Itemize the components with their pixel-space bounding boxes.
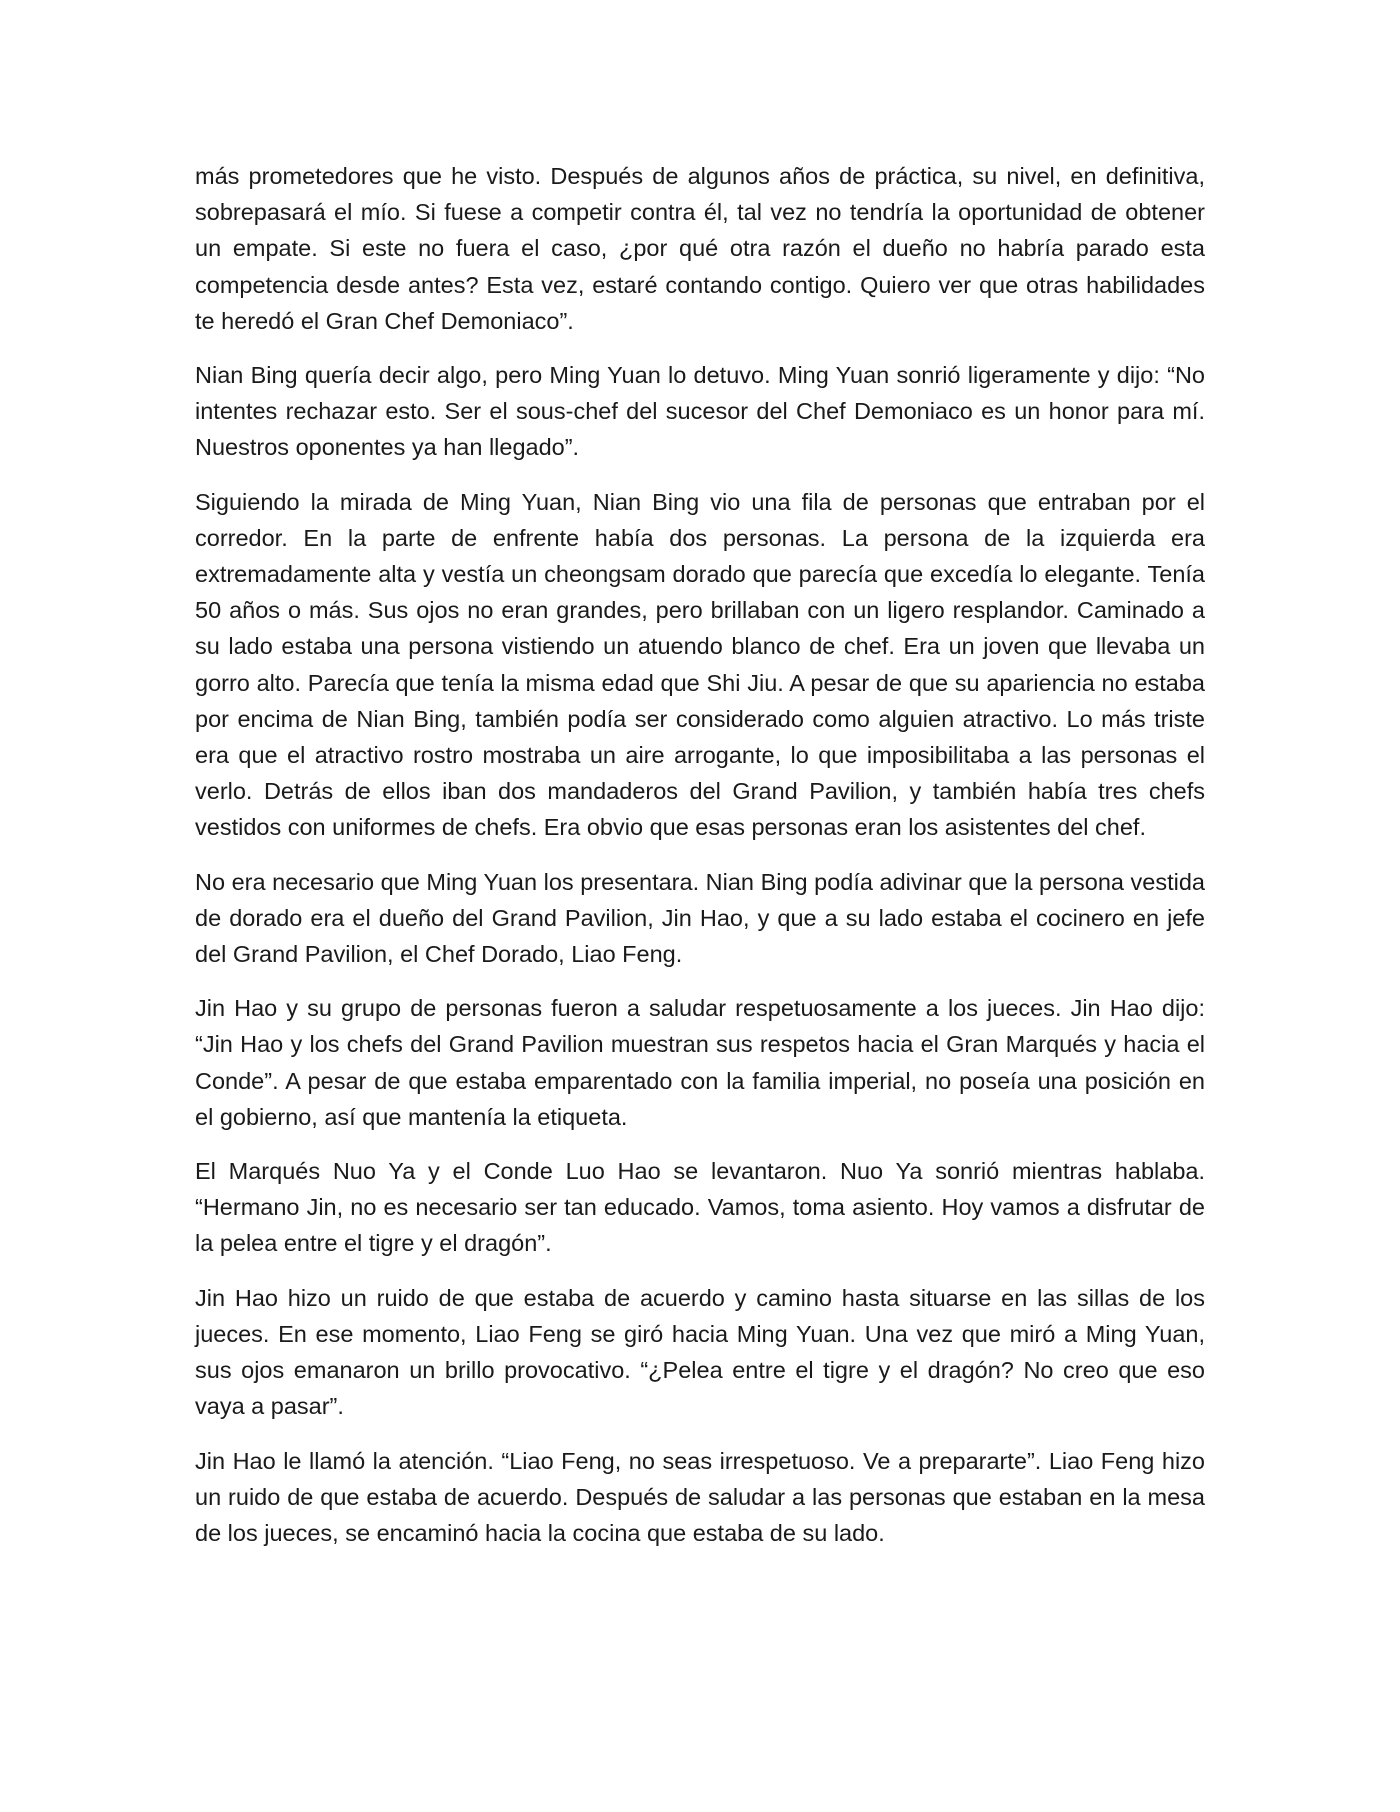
paragraph: Siguiendo la mirada de Ming Yuan, Nian Bing vio una fila de personas que entraban por el corredor. En la parte de enfrente había dos personas. La persona de la izquierda era extremadamente alta y vestía un cheongsam dorado que parecía que excedía lo elegante. Tenía 50 años o más. Sus ojos no eran grandes, pero brillaban con un ligero resplandor. Caminado a su lado estaba una persona vistiendo un atuendo blanco de chef. Era un joven que llevaba un gorro alto. Parecía que tenía la misma edad que Shi Jiu. A pesar de que su apariencia no estaba por encima de Nian Bing, también podía ser considerado como alguien atractivo. Lo más triste era que el atractivo rostro mostraba un aire arrogante, lo que imposibilitaba a las personas el verlo. Detrás de ellos iban dos mandaderos del Grand Pavilion, y también había tres chefs vestidos con uniformes de chefs. Era obvio que esas personas eran los asistentes del chef. [195, 488, 1205, 841]
paragraph: Jin Hao le llamó la atención. “Liao Feng, no seas irrespetuoso. Ve a prepararte”. Liao Feng hizo un ruido de que estaba de acuerdo. Después de saludar a las personas que estaban en la mesa de los jueces, se encaminó hacia la cocina que estaba de su lado. [195, 1447, 1205, 1546]
paragraph: más prometedores que he visto. Después de algunos años de práctica, su nivel, en definitiva, sobrepasará el mío. Si fuese a competir contra él, tal vez no tendría la oportunidad de obtener un empate. Si este no fuera el caso, ¿por qué otra razón el dueño no habría parado esta competencia desde antes? Esta vez, estaré contando contigo. Quiero ver que otras habilidades te heredó el Gran Chef Demoniaco”. [195, 163, 1205, 334]
paragraph: Jin Hao y su grupo de personas fueron a saludar respetuosamente a los jueces. Jin Hao dijo: “Jin Hao y los chefs del Grand Pavilion muestran sus respetos hacia el Gran Marqués y hacia el Conde”. A pesar de que estaba emparentado con la familia imperial, no poseía una posición en el gobierno, así que mantenía la etiqueta. [195, 995, 1205, 1130]
document-body [195, 158, 1205, 1569]
paragraph: El Marqués Nuo Ya y el Conde Luo Hao se levantaron. Nuo Ya sonrió mientras hablaba. “Hermano Jin, no es necesario ser tan educado. Vamos, toma asiento. Hoy vamos a disfrutar de la pelea entre el tigre y el dragón”. [195, 1158, 1205, 1257]
paragraph: Nian Bing quería decir algo, pero Ming Yuan lo detuvo. Ming Yuan sonrió ligeramente y dijo: “No intentes rechazar esto. Ser el sous-chef del sucesor del Chef Demoniaco es un honor para mí. Nuestros oponentes ya han llegado”. [195, 362, 1205, 461]
paragraph: Jin Hao hizo un ruido de que estaba de acuerdo y camino hasta situarse en las sillas de los jueces. En ese momento, Liao Feng se giró hacia Ming Yuan. Una vez que miró a Ming Yuan, sus ojos emanaron un brillo provocativo. “¿Pelea entre el tigre y el dragón? No creo que eso vaya a pasar”. [195, 1284, 1205, 1420]
paragraph: No era necesario que Ming Yuan los presentara. Nian Bing podía adivinar que la persona vestida de dorado era el dueño del Grand Pavilion, Jin Hao, y que a su lado estaba el cocinero en jefe del Grand Pavilion, el Chef Dorado, Liao Feng. [195, 868, 1205, 968]
